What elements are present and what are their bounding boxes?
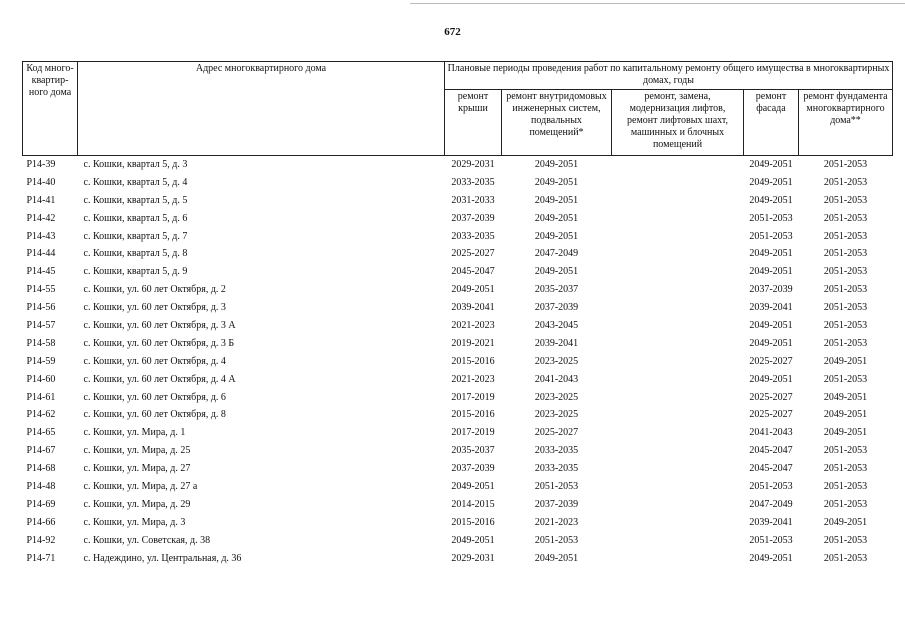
cell-facade: 2037-2039 [749, 284, 793, 296]
cell-systems: 2023-2025 [534, 391, 579, 403]
table-row [23, 389, 893, 407]
cell-code: P14-71 [26, 552, 56, 564]
cell-address: с. Кошки, ул. 60 лет Октября, д. 3 [83, 302, 226, 314]
cell-roof: 2025-2027 [451, 248, 495, 260]
cell-roof: 2049-2051 [451, 480, 495, 492]
cell-lifts [612, 156, 744, 174]
cell-foundation: 2051-2053 [823, 445, 868, 457]
cell-address: с. Кошки, ул. 60 лет Октября, д. 4 А [83, 373, 236, 385]
cell-code: P14-60 [26, 373, 56, 385]
cell-foundation: 2049-2051 [823, 391, 868, 403]
cell-code: P14-40 [26, 176, 56, 188]
table-row [23, 550, 893, 568]
cell-code: P14-41 [26, 194, 56, 206]
cell-lifts [612, 317, 744, 335]
table-row [23, 532, 893, 550]
cell-systems: 2035-2037 [534, 284, 579, 296]
cell-systems: 2023-2025 [534, 409, 579, 421]
cell-foundation: 2049-2051 [823, 427, 868, 439]
cell-systems: 2049-2051 [534, 176, 579, 188]
cell-facade: 2039-2041 [749, 516, 793, 528]
cell-lifts [612, 335, 744, 353]
cell-lifts [612, 281, 744, 299]
cell-address: с. Кошки, ул. Мира, д. 27 а [83, 480, 198, 492]
cell-foundation: 2049-2051 [823, 409, 868, 421]
cell-systems: 2049-2051 [534, 212, 579, 224]
table-row [23, 424, 893, 442]
cell-code: P14-55 [26, 284, 56, 296]
cell-lifts [612, 442, 744, 460]
cell-facade: 2049-2051 [749, 194, 793, 206]
table-row [23, 174, 893, 192]
cell-lifts [612, 174, 744, 192]
cell-facade: 2025-2027 [749, 355, 793, 367]
cell-code: P14-42 [26, 212, 56, 224]
cell-roof: 2049-2051 [451, 284, 495, 296]
cell-code: P14-48 [26, 480, 56, 492]
cell-systems: 2049-2051 [534, 158, 579, 170]
cell-lifts [612, 532, 744, 550]
cell-lifts [612, 371, 744, 389]
cell-address: с. Кошки, ул. Мира, д. 3 [83, 516, 186, 528]
cell-address: с. Кошки, ул. 60 лет Октября, д. 2 [83, 284, 226, 296]
table-row [23, 192, 893, 210]
cell-roof: 2033-2035 [451, 230, 495, 242]
cell-foundation: 2051-2053 [823, 212, 868, 224]
table-row [23, 335, 893, 353]
capital-repair-table [22, 61, 893, 567]
cell-facade: 2051-2053 [749, 230, 793, 242]
cell-address: с. Кошки, ул. Мира, д. 25 [83, 445, 191, 457]
cell-foundation: 2051-2053 [823, 158, 868, 170]
cell-systems: 2033-2035 [534, 445, 579, 457]
cell-foundation: 2051-2053 [823, 480, 868, 492]
cell-lifts [612, 192, 744, 210]
header-periods: Плановые периоды проведения работ по капитальному ремонту общего имущества в многоквартирных домах, годы [445, 62, 893, 90]
cell-address: с. Кошки, ул. Мира, д. 27 [83, 463, 191, 475]
cell-systems: 2021-2023 [534, 516, 579, 528]
cell-address: с. Кошки, ул. Советская, д. 38 [83, 534, 211, 546]
cell-address: с. Кошки, квартал 5, д. 3 [83, 158, 188, 170]
table-row [23, 371, 893, 389]
cell-systems: 2049-2051 [534, 266, 579, 278]
cell-roof: 2035-2037 [451, 445, 495, 457]
cell-code: P14-66 [26, 516, 56, 528]
cell-lifts [612, 210, 744, 228]
cell-code: P14-44 [26, 248, 56, 260]
cell-address: с. Кошки, ул. 60 лет Октября, д. 6 [83, 391, 226, 403]
table-row [23, 442, 893, 460]
header-lifts: ремонт, замена, модернизация лифтов, ремонт лифтовых шахт, машинных и блочных помещений [612, 90, 744, 156]
cell-facade: 2049-2051 [749, 176, 793, 188]
cell-facade: 2051-2053 [749, 480, 793, 492]
cell-address: с. Кошки, квартал 5, д. 8 [83, 248, 188, 260]
cell-foundation: 2051-2053 [823, 248, 868, 260]
cell-roof: 2017-2019 [451, 427, 495, 439]
cell-address: с. Кошки, ул. Мира, д. 1 [83, 427, 186, 439]
cell-code: P14-39 [26, 158, 56, 170]
cell-systems: 2051-2053 [534, 534, 579, 546]
table-row [23, 263, 893, 281]
cell-address: с. Кошки, квартал 5, д. 6 [83, 212, 188, 224]
cell-lifts [612, 460, 744, 478]
header-foundation: ремонт фундамента многоквартирного дома** [799, 90, 893, 156]
cell-roof: 2029-2031 [451, 552, 495, 564]
cell-foundation: 2051-2053 [823, 230, 868, 242]
scan-edge-line [410, 3, 905, 4]
cell-systems: 2043-2045 [534, 319, 579, 331]
cell-address: с. Кошки, квартал 5, д. 7 [83, 230, 188, 242]
cell-address: с. Кошки, квартал 5, д. 9 [83, 266, 188, 278]
header-address: Адрес многоквартирного дома [78, 62, 445, 156]
table-row [23, 460, 893, 478]
table-row [23, 245, 893, 263]
cell-facade: 2049-2051 [749, 319, 793, 331]
cell-systems: 2049-2051 [534, 552, 579, 564]
cell-roof: 2021-2023 [451, 373, 495, 385]
table-row [23, 281, 893, 299]
cell-foundation: 2051-2053 [823, 463, 868, 475]
cell-facade: 2049-2051 [749, 158, 793, 170]
cell-address: с. Надеждино, ул. Центральная, д. 36 [83, 552, 242, 564]
cell-foundation: 2051-2053 [823, 373, 868, 385]
cell-lifts [612, 496, 744, 514]
cell-systems: 2039-2041 [534, 337, 579, 349]
table-row [23, 478, 893, 496]
cell-address: с. Кошки, ул. 60 лет Октября, д. 4 [83, 355, 226, 367]
cell-systems: 2037-2039 [534, 302, 579, 314]
cell-roof: 2029-2031 [451, 158, 495, 170]
cell-facade: 2045-2047 [749, 445, 793, 457]
cell-code: P14-58 [26, 337, 56, 349]
cell-lifts [612, 550, 744, 568]
cell-systems: 2037-2039 [534, 498, 579, 510]
cell-foundation: 2051-2053 [823, 498, 868, 510]
table-row [23, 514, 893, 532]
cell-facade: 2049-2051 [749, 552, 793, 564]
cell-code: P14-45 [26, 266, 56, 278]
cell-roof: 2049-2051 [451, 534, 495, 546]
cell-facade: 2051-2053 [749, 534, 793, 546]
cell-foundation: 2051-2053 [823, 319, 868, 331]
cell-roof: 2015-2016 [451, 516, 495, 528]
table-row [23, 299, 893, 317]
cell-code: P14-69 [26, 498, 56, 510]
cell-systems: 2047-2049 [534, 248, 579, 260]
cell-lifts [612, 245, 744, 263]
cell-lifts [612, 228, 744, 246]
cell-facade: 2025-2027 [749, 409, 793, 421]
cell-address: с. Кошки, квартал 5, д. 5 [83, 194, 188, 206]
cell-systems: 2051-2053 [534, 480, 579, 492]
cell-code: P14-92 [26, 534, 56, 546]
cell-foundation: 2051-2053 [823, 266, 868, 278]
cell-foundation: 2049-2051 [823, 516, 868, 528]
cell-code: P14-59 [26, 355, 56, 367]
cell-foundation: 2051-2053 [823, 534, 868, 546]
cell-systems: 2049-2051 [534, 230, 579, 242]
cell-roof: 2021-2023 [451, 319, 495, 331]
table-row [23, 156, 893, 174]
cell-facade: 2047-2049 [749, 498, 793, 510]
cell-address: с. Кошки, ул. 60 лет Октября, д. 3 Б [83, 337, 235, 349]
cell-roof: 2017-2019 [451, 391, 495, 403]
cell-roof: 2045-2047 [451, 266, 495, 278]
header-systems: ремонт внутридомовых инженерных систем, подвальных помещений* [502, 90, 612, 156]
cell-lifts [612, 263, 744, 281]
table-body [23, 156, 893, 568]
cell-roof: 2037-2039 [451, 463, 495, 475]
table-row [23, 228, 893, 246]
cell-code: P14-65 [26, 427, 56, 439]
cell-code: P14-62 [26, 409, 56, 421]
cell-facade: 2049-2051 [749, 248, 793, 260]
page-number: 672 [444, 26, 461, 38]
cell-foundation: 2051-2053 [823, 337, 868, 349]
cell-lifts [612, 299, 744, 317]
table-row [23, 406, 893, 424]
cell-systems: 2023-2025 [534, 355, 579, 367]
header-roof: ремонт крыши [445, 90, 502, 156]
cell-roof: 2033-2035 [451, 176, 495, 188]
cell-foundation: 2051-2053 [823, 552, 868, 564]
cell-address: с. Кошки, ул. 60 лет Октября, д. 8 [83, 409, 226, 421]
cell-facade: 2039-2041 [749, 302, 793, 314]
cell-facade: 2049-2051 [749, 266, 793, 278]
cell-lifts [612, 514, 744, 532]
cell-address: с. Кошки, ул. Мира, д. 29 [83, 498, 191, 510]
cell-systems: 2025-2027 [534, 427, 579, 439]
cell-facade: 2025-2027 [749, 391, 793, 403]
cell-code: P14-57 [26, 319, 56, 331]
cell-systems: 2049-2051 [534, 194, 579, 206]
cell-roof: 2015-2016 [451, 355, 495, 367]
cell-facade: 2045-2047 [749, 463, 793, 475]
cell-facade: 2049-2051 [749, 337, 793, 349]
cell-roof: 2037-2039 [451, 212, 495, 224]
cell-address: с. Кошки, квартал 5, д. 4 [83, 176, 188, 188]
cell-code: P14-43 [26, 230, 56, 242]
cell-systems: 2041-2043 [534, 373, 579, 385]
cell-systems: 2033-2035 [534, 463, 579, 475]
cell-facade: 2049-2051 [749, 373, 793, 385]
table-row [23, 210, 893, 228]
cell-lifts [612, 353, 744, 371]
cell-roof: 2039-2041 [451, 302, 495, 314]
cell-lifts [612, 406, 744, 424]
cell-roof: 2014-2015 [451, 498, 495, 510]
table-row [23, 353, 893, 371]
cell-code: P14-56 [26, 302, 56, 314]
cell-code: P14-67 [26, 445, 56, 457]
table-row [23, 496, 893, 514]
cell-foundation: 2049-2051 [823, 355, 868, 367]
table-row [23, 317, 893, 335]
cell-facade: 2051-2053 [749, 212, 793, 224]
cell-roof: 2015-2016 [451, 409, 495, 421]
cell-lifts [612, 478, 744, 496]
cell-code: P14-68 [26, 463, 56, 475]
cell-foundation: 2051-2053 [823, 284, 868, 296]
cell-code: P14-61 [26, 391, 56, 403]
header-code: Код много-квартир-ного дома [23, 62, 78, 156]
cell-address: с. Кошки, ул. 60 лет Октября, д. 3 А [83, 319, 236, 331]
cell-lifts [612, 424, 744, 442]
header-facade: ремонт фасада [744, 90, 799, 156]
cell-foundation: 2051-2053 [823, 176, 868, 188]
cell-facade: 2041-2043 [749, 427, 793, 439]
cell-foundation: 2051-2053 [823, 302, 868, 314]
cell-lifts [612, 389, 744, 407]
cell-roof: 2031-2033 [451, 194, 495, 206]
cell-foundation: 2051-2053 [823, 194, 868, 206]
cell-roof: 2019-2021 [451, 337, 495, 349]
